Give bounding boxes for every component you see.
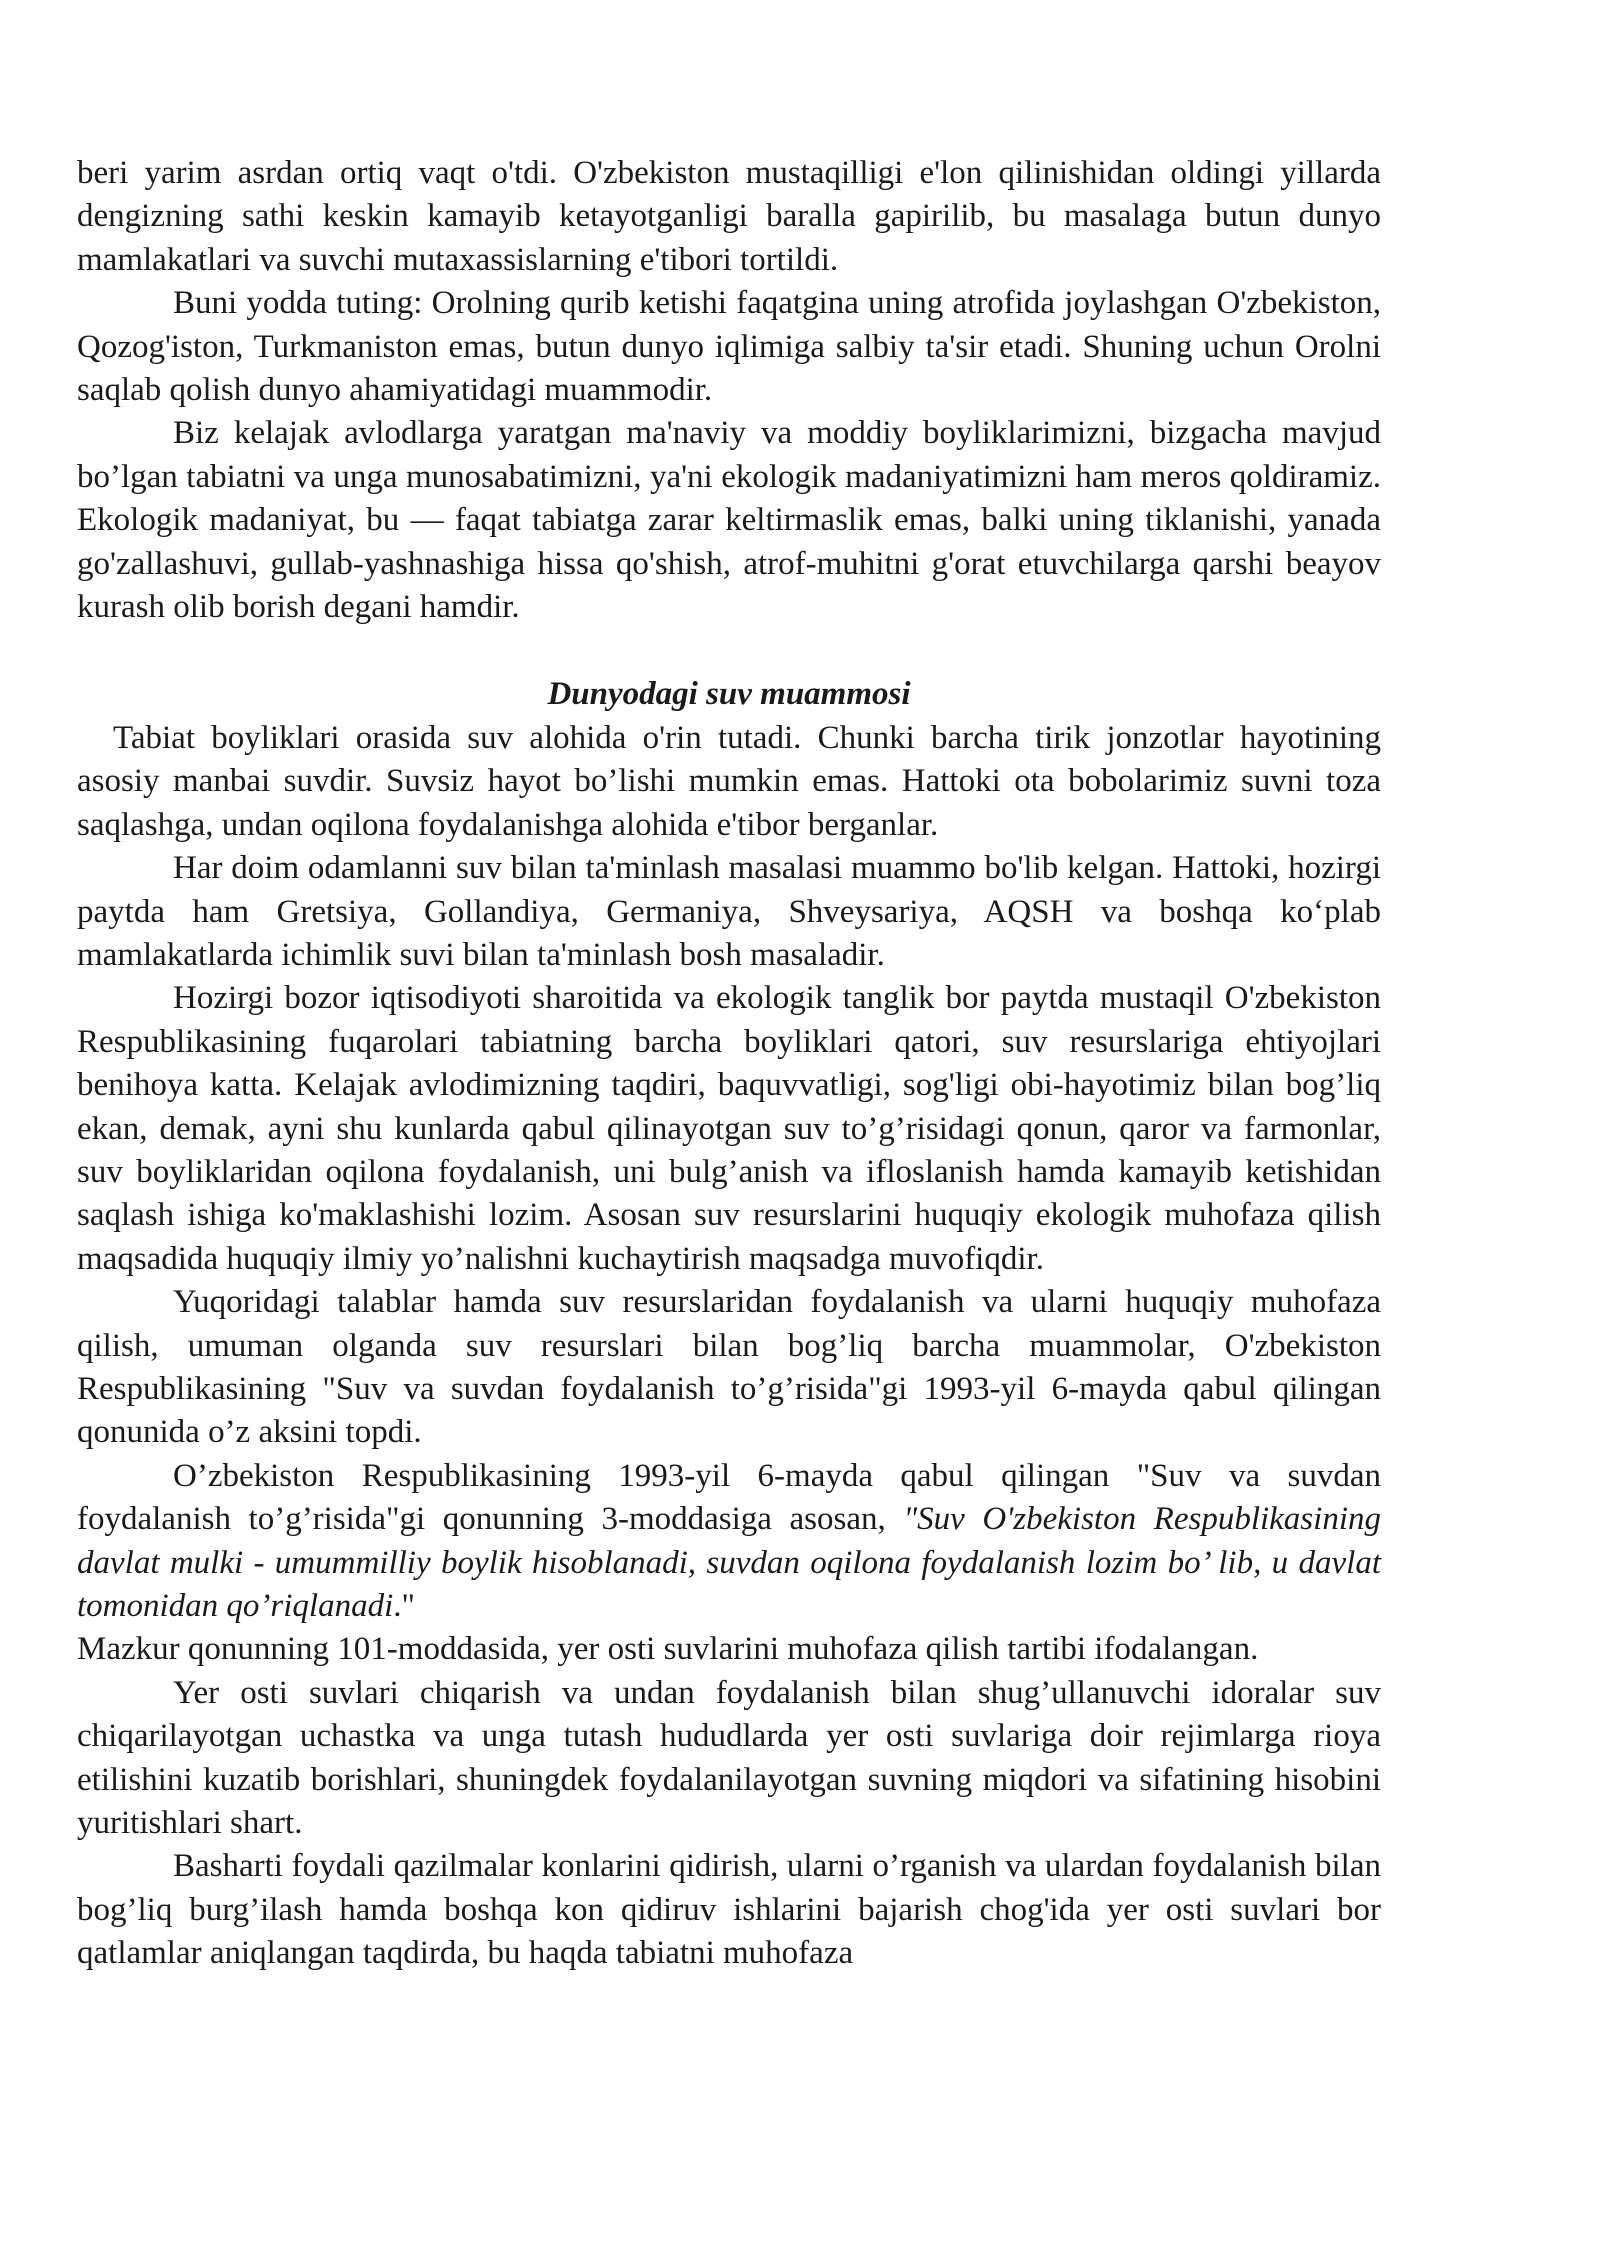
paragraph-law-article-3 — [77, 1455, 1381, 1629]
paragraph-water-supply: Har doim odamlanni suv bilan ta'minlash masalasi muammo bo'lib kelgan. Hattoki, hozirgi paytda ham Gretsiya, Gollandiya, Germaniya, Shveysariya, AQSH va boshqa koʻplab mamlakatlarda ichimlik suvi bilan ta'minlash bosh masaladir. — [77, 850, 1381, 973]
paragraph-market-economy: Hozirgi bozor iqtisodiyoti sharoitida va ekologik tanglik bor paytda mustaqil O'zbekiston Respublikasining fuqarolari tabiatning barcha boyliklari qatori, suv resurslariga ehtiyojlari benihoya katta. Kelajak avlodimizning taqdiri, baquvvatligi, sog'ligi obi-hayotimiz bilan bog’liq ekan, demak, ayni shu kunlarda qabul qilinayotgan suv to’g’risidagi qonun, qaror va farmonlar, suv boyliklaridan oqilona foydalanish, uni bulg’anish va ifloslanish hamda kamayib ketishidan saqlash ishiga ko'maklashishi lozim. Asosan suv resurslarini huquqiy ekologik muhofaza qilish maqsadida huquqiy ilmiy yo’nalishni kuchaytirish maqsadga muvofiqdir. — [77, 980, 1381, 1277]
paragraph-requirements: Yuqoridagi talablar hamda suv resurslaridan foydalanish va ularni huquqiy muhofaza qilish, umuman olganda suv resurslari bilan bog’liq barcha muammolar, O'zbekiston Respublikasining "Suv va suvdan foydalanish to’g’risida"gi 1993-yil 6-mayda qabul qilingan qonunida o’z aksini topdi. — [77, 1284, 1381, 1451]
paragraph-water-value: Tabiat boyliklari orasida suv alohida o'rin tutadi. Chunki barcha tirik jonzotlar hayotining asosiy manbai suvdir. Suvsiz hayot bo’lishi mumkin emas. Hattoki ota bobolarimiz suvni toza saqlashga, undan oqilona foydalanishga alohida e'tibor berganlar. — [77, 719, 1381, 843]
law-lead-text: O’zbekiston Respublikasining 1993-yil 6-mayda qabul qilingan "Suv va suvdan foydalanish to’g’risida"gi qonunning 3-moddasiga asosan, — [77, 1457, 1381, 1538]
section-heading: Dunyodagi suv muammosi — [547, 676, 911, 713]
paragraph-aral-note: Buni yodda tuting: Orolning qurib ketishi faqatgina uning atrofida joylashgan O'zbekiston, Qozog'iston, Turkmaniston emas, butun dunyo iqlimiga salbiy ta'sir etadi. Shuning uchun Orolni saqlab qolish dunyo ahamiyatidagi muammodir. — [77, 285, 1381, 409]
document-page — [77, 152, 1381, 1976]
paragraph-mineral-deposits: Basharti foydali qazilmalar konlarini qidirish, ularni o’rganish va ulardan foydalanish bilan bog’liq burg’ilash hamda boshqa kon qidiruv ishlarini bajarish chog'ida yer osti suvlari bor qatlamlar aniqlangan taqdirda, bu haqda tabiatni muhofaza — [77, 1848, 1381, 1972]
paragraph-article-101: Mazkur qonunning 101-moddasida, yer osti suvlarini muhofaza qilish tartibi ifodalangan. — [77, 1631, 1259, 1668]
law-quote-text: "Suv O'zbekiston Respublikasining davlat mulki - umummilliy boylik hisoblanadi, suvdan oqilona foydalanish lozim bo’ lib, u davlat tomonidan qo’riqlanadi — [77, 1501, 1381, 1624]
paragraph-groundwater: Yer osti suvlari chiqarish va undan foydalanish bilan shug’ullanuvchi idoralar suv chiqarilayotgan uchastka va unga tutash hududlarda yer osti suvlariga doir rejimlarga rioya etilishini kuzatib borishlari, shuningdek foydalanilayotgan suvning miqdori va sifatining hisobini yuritishlari shart. — [77, 1674, 1381, 1842]
paragraph-ecological-culture: Biz kelajak avlodlarga yaratgan ma'naviy va moddiy boyliklarimizni, bizgacha mavjud bo’lgan tabiatni va unga munosabatimizni, ya'ni ekologik madaniyatimizni ham meros qoldiramiz. Ekologik madaniyat, bu — faqat tabiatga zarar keltirmaslik emas, balki uning tiklanishi, yanada go'zallashuvi, gullab-yashnashiga hissa qo'shish, atrof-muhitni g'orat etuvchilarga qarshi beayov kurash olib borish degani hamdir. — [77, 415, 1381, 626]
law-tail-text: ." — [393, 1588, 415, 1624]
paragraph-intro: beri yarim asrdan ortiq vaqt o'tdi. O'zbekiston mustaqilligi e'lon qilinishidan oldingi yillarda dengizning sathi keskin kamayib ketayotganligi baralla gapirilib, bu masalaga butun dunyo mamlakatlari va suvchi mutaxassislarning e'tibori tortildi. — [77, 155, 1381, 278]
